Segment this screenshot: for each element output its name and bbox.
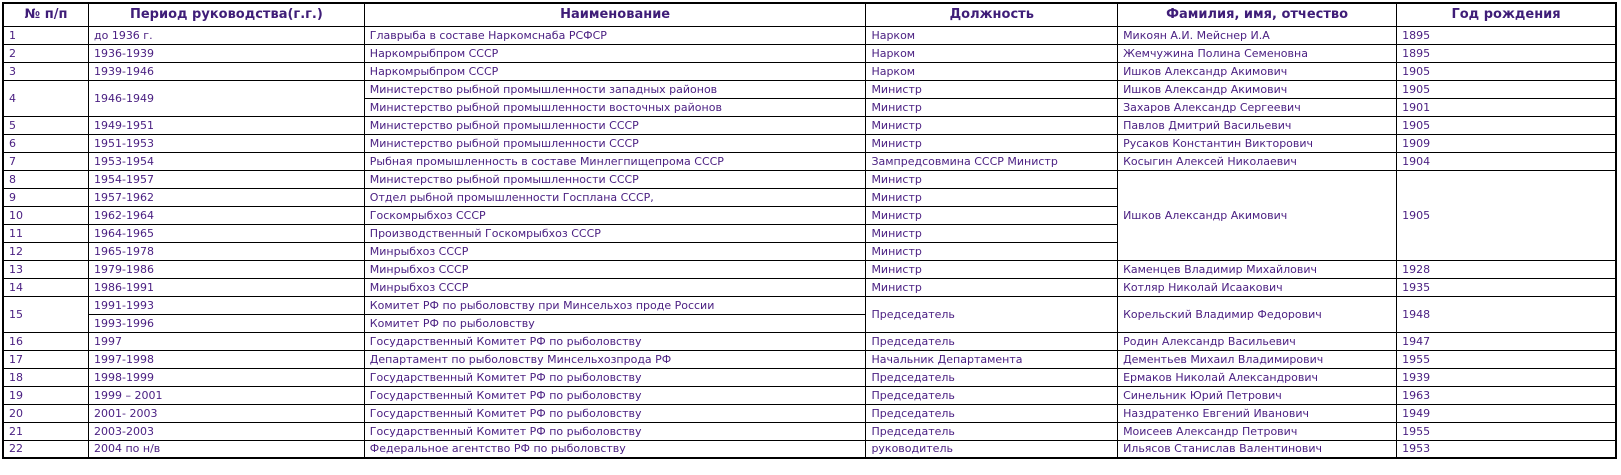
cell-name: Комитет РФ по рыболовству при Минсельхоз проде России xyxy=(364,296,866,314)
cell-period: 1939-1946 xyxy=(88,62,364,80)
cell-period: 1953-1954 xyxy=(88,152,364,170)
cell-period: 1997 xyxy=(88,332,364,350)
cell-fio: Моисеев Александр Петрович xyxy=(1118,422,1397,440)
cell-year: 1963 xyxy=(1397,386,1616,404)
cell-position: Министр xyxy=(866,224,1118,242)
cell-name: Наркомрыбпром СССР xyxy=(364,62,866,80)
cell-num: 3 xyxy=(3,62,88,80)
table-row xyxy=(3,26,1616,44)
cell-period: 1936-1939 xyxy=(88,44,364,62)
cell-position: Начальник Департамента xyxy=(866,350,1118,368)
table-row xyxy=(3,440,1616,458)
col-header-fio: Фамилия, имя, отчество xyxy=(1118,3,1397,26)
table-row xyxy=(3,170,1616,188)
cell-num: 20 xyxy=(3,404,88,422)
cell-period: 2001- 2003 xyxy=(88,404,364,422)
cell-year: 1947 xyxy=(1397,332,1616,350)
cell-position: Министр xyxy=(866,134,1118,152)
cell-name: Производственный Госкомрыбхоз СССР xyxy=(364,224,866,242)
cell-num: 5 xyxy=(3,116,88,134)
cell-name: Федеральное агентство РФ по рыболовству xyxy=(364,440,866,458)
cell-year: 1895 xyxy=(1397,26,1616,44)
cell-year: 1905 xyxy=(1397,116,1616,134)
cell-period: 1986-1991 xyxy=(88,278,364,296)
cell-period: 1946-1949 xyxy=(88,80,364,116)
cell-period: 1954-1957 xyxy=(88,170,364,188)
cell-num: 13 xyxy=(3,260,88,278)
cell-position: Министр xyxy=(866,188,1118,206)
table-row xyxy=(3,404,1616,422)
cell-period: до 1936 г. xyxy=(88,26,364,44)
cell-year: 1939 xyxy=(1397,368,1616,386)
table-row xyxy=(3,386,1616,404)
cell-position: Министр xyxy=(866,116,1118,134)
cell-fio: Наздратенко Евгений Иванович xyxy=(1118,404,1397,422)
cell-num: 12 xyxy=(3,242,88,260)
cell-position: Нарком xyxy=(866,44,1118,62)
table-row xyxy=(3,152,1616,170)
cell-period: 2004 по н/в xyxy=(88,440,364,458)
cell-position: Председатель xyxy=(866,422,1118,440)
col-header-position: Должность xyxy=(866,3,1118,26)
cell-position: Министр xyxy=(866,278,1118,296)
cell-fio: Ишков Александр Акимович xyxy=(1118,170,1397,260)
cell-year: 1955 xyxy=(1397,422,1616,440)
cell-year: 1955 xyxy=(1397,350,1616,368)
cell-position: Председатель xyxy=(866,296,1118,332)
cell-year: 1935 xyxy=(1397,278,1616,296)
cell-position: Министр xyxy=(866,260,1118,278)
cell-period: 1997-1998 xyxy=(88,350,364,368)
cell-fio: Котляр Николай Исаакович xyxy=(1118,278,1397,296)
cell-num: 22 xyxy=(3,440,88,458)
cell-num: 16 xyxy=(3,332,88,350)
cell-num: 9 xyxy=(3,188,88,206)
cell-num: 1 xyxy=(3,26,88,44)
cell-num: 18 xyxy=(3,368,88,386)
cell-name: Главрыба в составе Наркомснаба РСФСР xyxy=(364,26,866,44)
col-header-name: Наименование xyxy=(364,3,866,26)
cell-num: 6 xyxy=(3,134,88,152)
cell-position: Министр xyxy=(866,170,1118,188)
cell-position: Нарком xyxy=(866,62,1118,80)
table-row xyxy=(3,62,1616,80)
cell-period: 1999 – 2001 xyxy=(88,386,364,404)
cell-year: 1949 xyxy=(1397,404,1616,422)
cell-year: 1928 xyxy=(1397,260,1616,278)
cell-position: Министр xyxy=(866,206,1118,224)
cell-year: 1904 xyxy=(1397,152,1616,170)
cell-year: 1905 xyxy=(1397,80,1616,98)
cell-name: Государственный Комитет РФ по рыболовству xyxy=(364,386,866,404)
cell-fio: Синельник Юрий Петрович xyxy=(1118,386,1397,404)
cell-name: Министерство рыбной промышленности СССР xyxy=(364,134,866,152)
cell-position: Министр xyxy=(866,242,1118,260)
cell-name: Минрыбхоз СССР xyxy=(364,260,866,278)
cell-name: Министерство рыбной промышленности восточных районов xyxy=(364,98,866,116)
cell-position: руководитель xyxy=(866,440,1118,458)
table-body xyxy=(3,26,1616,458)
cell-fio: Дементьев Михаил Владимирович xyxy=(1118,350,1397,368)
cell-year: 1901 xyxy=(1397,98,1616,116)
cell-num: 17 xyxy=(3,350,88,368)
cell-fio: Родин Александр Васильевич xyxy=(1118,332,1397,350)
cell-position: Председатель xyxy=(866,404,1118,422)
cell-name: Наркомрыбпром СССР xyxy=(364,44,866,62)
cell-name: Отдел рыбной промышленности Госплана СССР, xyxy=(364,188,866,206)
cell-fio: Ишков Александр Акимович xyxy=(1118,62,1397,80)
cell-fio: Жемчужина Полина Семеновна xyxy=(1118,44,1397,62)
cell-year: 1909 xyxy=(1397,134,1616,152)
cell-num: 4 xyxy=(3,80,88,116)
cell-name: Министерство рыбной промышленности СССР xyxy=(364,116,866,134)
cell-name: Государственный Комитет РФ по рыболовству xyxy=(364,404,866,422)
cell-num: 14 xyxy=(3,278,88,296)
cell-year: 1895 xyxy=(1397,44,1616,62)
cell-period: 1965-1978 xyxy=(88,242,364,260)
table-row xyxy=(3,80,1616,98)
col-header-year: Год рождения xyxy=(1397,3,1616,26)
cell-position: Зампредсовмина СССР Министр xyxy=(866,152,1118,170)
cell-num: 10 xyxy=(3,206,88,224)
table-row xyxy=(3,278,1616,296)
table-row xyxy=(3,368,1616,386)
cell-period: 1957-1962 xyxy=(88,188,364,206)
cell-fio: Корельский Владимир Федорович xyxy=(1118,296,1397,332)
cell-period: 1979-1986 xyxy=(88,260,364,278)
cell-name: Министерство рыбной промышленности СССР xyxy=(364,170,866,188)
cell-position: Министр xyxy=(866,80,1118,98)
cell-fio: Микоян А.И. Мейснер И.А xyxy=(1118,26,1397,44)
table-row xyxy=(3,350,1616,368)
cell-period: 2003-2003 xyxy=(88,422,364,440)
table-row xyxy=(3,260,1616,278)
cell-year: 1948 xyxy=(1397,296,1616,332)
cell-fio: Каменцев Владимир Михайлович xyxy=(1118,260,1397,278)
cell-name: Государственный Комитет РФ по рыболовству xyxy=(364,332,866,350)
cell-year: 1905 xyxy=(1397,170,1616,260)
cell-fio: Ермаков Николай Александрович xyxy=(1118,368,1397,386)
cell-period: 1993-1996 xyxy=(88,314,364,332)
cell-num: 2 xyxy=(3,44,88,62)
leadership-table xyxy=(2,2,1617,459)
table-row xyxy=(3,44,1616,62)
cell-name: Министерство рыбной промышленности западных районов xyxy=(364,80,866,98)
table-row xyxy=(3,332,1616,350)
table-row xyxy=(3,134,1616,152)
cell-name: Минрыбхоз СССР xyxy=(364,242,866,260)
cell-period: 1991-1993 xyxy=(88,296,364,314)
col-header-period: Период руководства(г.г.) xyxy=(88,3,364,26)
cell-year: 1905 xyxy=(1397,62,1616,80)
cell-num: 8 xyxy=(3,170,88,188)
cell-fio: Захаров Александр Сергеевич xyxy=(1118,98,1397,116)
table-header xyxy=(3,3,1616,26)
cell-name: Госкомрыбхоз СССР xyxy=(364,206,866,224)
table-row xyxy=(3,296,1616,314)
cell-name: Рыбная промышленность в составе Минлегпищепрома СССР xyxy=(364,152,866,170)
cell-num: 19 xyxy=(3,386,88,404)
cell-position: Председатель xyxy=(866,386,1118,404)
cell-position: Председатель xyxy=(866,368,1118,386)
cell-position: Министр xyxy=(866,98,1118,116)
col-header-num: № п/п xyxy=(3,3,88,26)
cell-name: Минрыбхоз СССР xyxy=(364,278,866,296)
cell-num: 11 xyxy=(3,224,88,242)
cell-position: Нарком xyxy=(866,26,1118,44)
cell-period: 1949-1951 xyxy=(88,116,364,134)
cell-period: 1962-1964 xyxy=(88,206,364,224)
table-row xyxy=(3,422,1616,440)
cell-name: Государственный Комитет РФ по рыболовству xyxy=(364,368,866,386)
cell-period: 1998-1999 xyxy=(88,368,364,386)
cell-period: 1951-1953 xyxy=(88,134,364,152)
cell-year: 1953 xyxy=(1397,440,1616,458)
cell-name: Департамент по рыболовству Минсельхозпрода РФ xyxy=(364,350,866,368)
cell-num: 21 xyxy=(3,422,88,440)
cell-num: 15 xyxy=(3,296,88,332)
cell-num: 7 xyxy=(3,152,88,170)
cell-position: Председатель xyxy=(866,332,1118,350)
table-row xyxy=(3,116,1616,134)
cell-fio: Павлов Дмитрий Васильевич xyxy=(1118,116,1397,134)
cell-fio: Косыгин Алексей Николаевич xyxy=(1118,152,1397,170)
cell-name: Комитет РФ по рыболовству xyxy=(364,314,866,332)
cell-name: Государственный Комитет РФ по рыболовству xyxy=(364,422,866,440)
cell-fio: Русаков Константин Викторович xyxy=(1118,134,1397,152)
cell-period: 1964-1965 xyxy=(88,224,364,242)
cell-fio: Ишков Александр Акимович xyxy=(1118,80,1397,98)
cell-fio: Ильясов Станислав Валентинович xyxy=(1118,440,1397,458)
header-row xyxy=(3,3,1616,26)
